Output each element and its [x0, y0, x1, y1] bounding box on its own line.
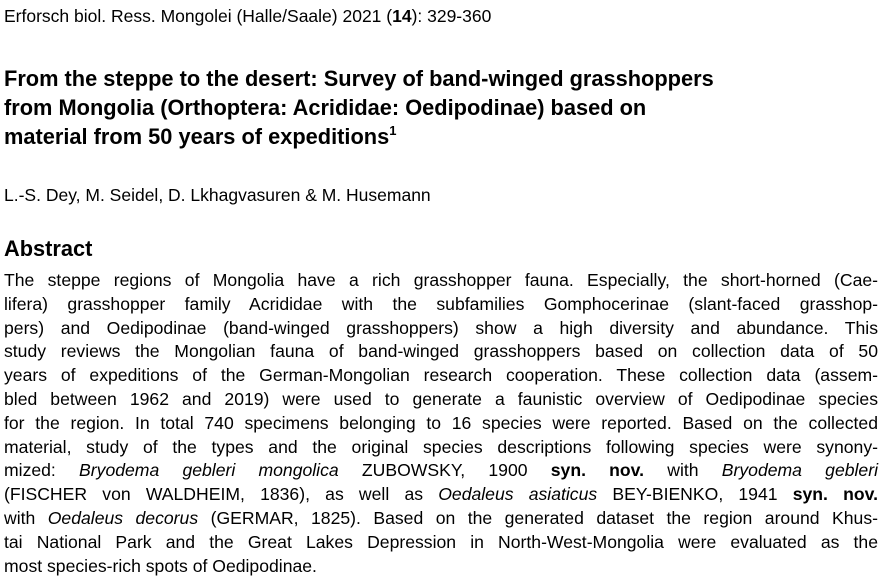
title-line-3: material from 50 years of expeditions [4, 124, 390, 149]
abstract-line-9-text-c: ZUBOWSKY, 1900 [338, 460, 551, 481]
author-list: L.-S. Dey, M. Seidel, D. Lkhagvasuren & M. Husemann [4, 185, 431, 205]
abstract-line-13: most species-rich spots of Oedipodinae. [4, 555, 317, 576]
abstract-line-8: material, study of the types and the original species descriptions following species were synony- [4, 436, 878, 457]
abstract-line-12: tai National Park and the Great Lakes Depression in North-West-Mongolia were evaluated as the [4, 531, 878, 552]
abstract-line-1: The steppe regions of Mongolia have a rich grasshopper fauna. Especially, the short-horned (Cae- [4, 270, 878, 290]
abstract-line-9-text-e: with [644, 460, 722, 481]
abstract-line-9 [4, 459, 878, 483]
abstract-line-4: study reviews the Mongolian fauna of band-winged grasshoppers based on collection data of 50 [4, 341, 878, 362]
abstract-line-9-text-a: mized: [4, 460, 80, 481]
abstract-line-2: lifera) grasshopper family Acrididae with the subfamilies Gomphocerinae (slant-faced grasshop- [4, 293, 878, 314]
title-line-2: from Mongolia (Orthoptera: Acrididae: Oedipodinae) based on [4, 95, 647, 120]
citation-prefix: Erforsch biol. Ress. Mongolei (Halle/Saale) 2021 ( [4, 6, 393, 26]
species-name-bryodema-gebleri-mongolica: Bryodema gebleri mongolica [79, 460, 339, 481]
title-line-1: From the steppe to the desert: Survey of band-winged grasshoppers [4, 66, 714, 91]
abstract-line-10 [4, 483, 878, 507]
citation-suffix: ): 329-360 [411, 6, 492, 26]
abstract-line-3: pers) and Oedipodinae (band-winged grasshoppers) show a high diversity and abundance. This [4, 317, 878, 338]
species-name-oedaleus-decorus: Oedaleus decorus [47, 507, 199, 528]
abstract-heading: Abstract [4, 236, 93, 261]
syn-nov-label-1: syn. nov. [550, 460, 645, 481]
journal-citation [4, 5, 491, 27]
abstract-line-10-text-a: (FISCHER von WALDHEIM, 1836), as well as [4, 484, 439, 505]
citation-volume: 14 [392, 6, 412, 26]
abstract-line-6: bled between 1962 and 2019) were used to generate a faunistic overview of Oedipodinae species [4, 388, 878, 409]
abstract-line-5: years of expeditions of the German-Mongolian research cooperation. These collection data (assem- [4, 365, 878, 386]
abstract-line-7: for the region. In total 740 specimens belonging to 16 species were reported. Based on the collected [4, 412, 878, 433]
abstract-line-11-text-a: with [4, 507, 48, 528]
title-footnote-mark: 1 [389, 123, 397, 138]
abstract-line-10-text-c: BEY-BIENKO, 1941 [597, 484, 793, 505]
syn-nov-label-2: syn. nov. [792, 484, 878, 505]
abstract-body [4, 269, 878, 578]
paper-title [4, 64, 874, 151]
abstract-line-11-text-c: (GERMAR, 1825). Based on the generated dataset the region around Khus- [198, 507, 878, 528]
abstract-line-11 [4, 507, 878, 531]
species-name-bryodema-gebleri: Bryodema gebleri [721, 460, 878, 481]
species-name-oedaleus-asiaticus: Oedaleus asiaticus [438, 484, 598, 505]
